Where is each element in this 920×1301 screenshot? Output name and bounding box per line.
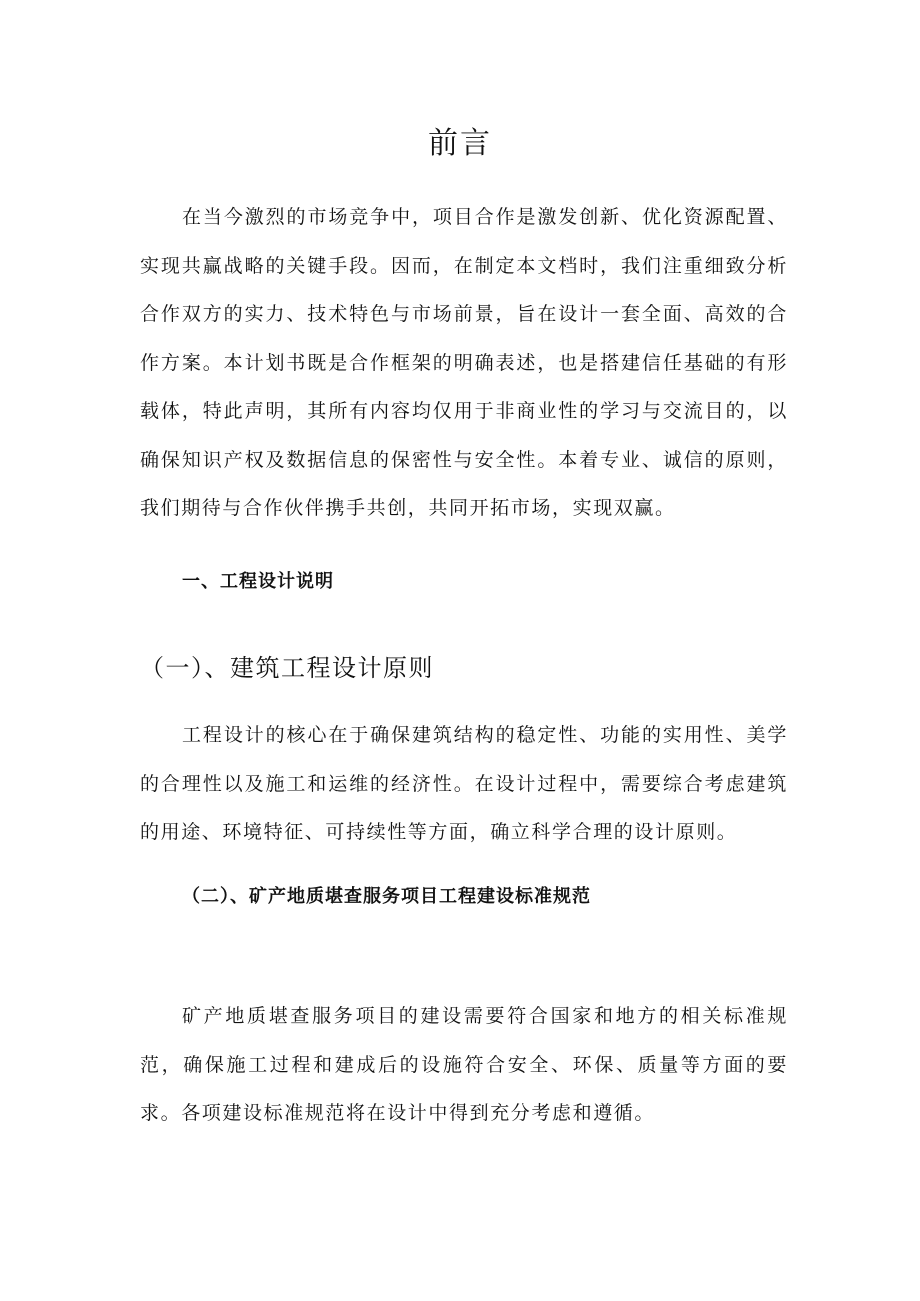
subsection-heading-design-principles: （一）、建筑工程设计原则 bbox=[140, 654, 434, 682]
construction-standards-paragraph: 矿产地质堪查服务项目的建设需要符合国家和地方的相关标准规范，确保施工过程和建成后的设施符合安全、环保、质量等方面的要求。各项建设标准规范将在设计中得到充分考虑和遵循。 bbox=[140, 1005, 788, 1124]
subsection-heading-construction-standards: （二）、矿产地质堪查服务项目工程建设标准规范 bbox=[182, 886, 591, 907]
section-heading-engineering-design: 一、工程设计说明 bbox=[182, 571, 334, 592]
design-principles-paragraph: 工程设计的核心在于确保建筑结构的稳定性、功能的实用性、美学的合理性以及施工和运维的经济性。在设计过程中，需要综合考虑建筑的用途、环境特征、可持续性等方面，确立科学合理的设计原则。 bbox=[140, 724, 788, 843]
intro-paragraph: 在当今激烈的市场竞争中，项目合作是激发创新、优化资源配置、实现共赢战略的关键手段。因而，在制定本文档时，我们注重细致分析合作双方的实力、技术特色与市场前景，旨在设计一套全面、高效的合作方案。本计划书既是合作框架的明确表述，也是搭建信任基础的有形载体，特此声明，其所有内容均仅用于非商业性的学习与交流目的，以确保知识产权及数据信息的保密性与安全性。本着专业、诚信的原则，我们期待与合作伙伴携手共创，共同开拓市场，实现双赢。 bbox=[140, 206, 788, 519]
page-title: 前言 bbox=[428, 126, 492, 161]
